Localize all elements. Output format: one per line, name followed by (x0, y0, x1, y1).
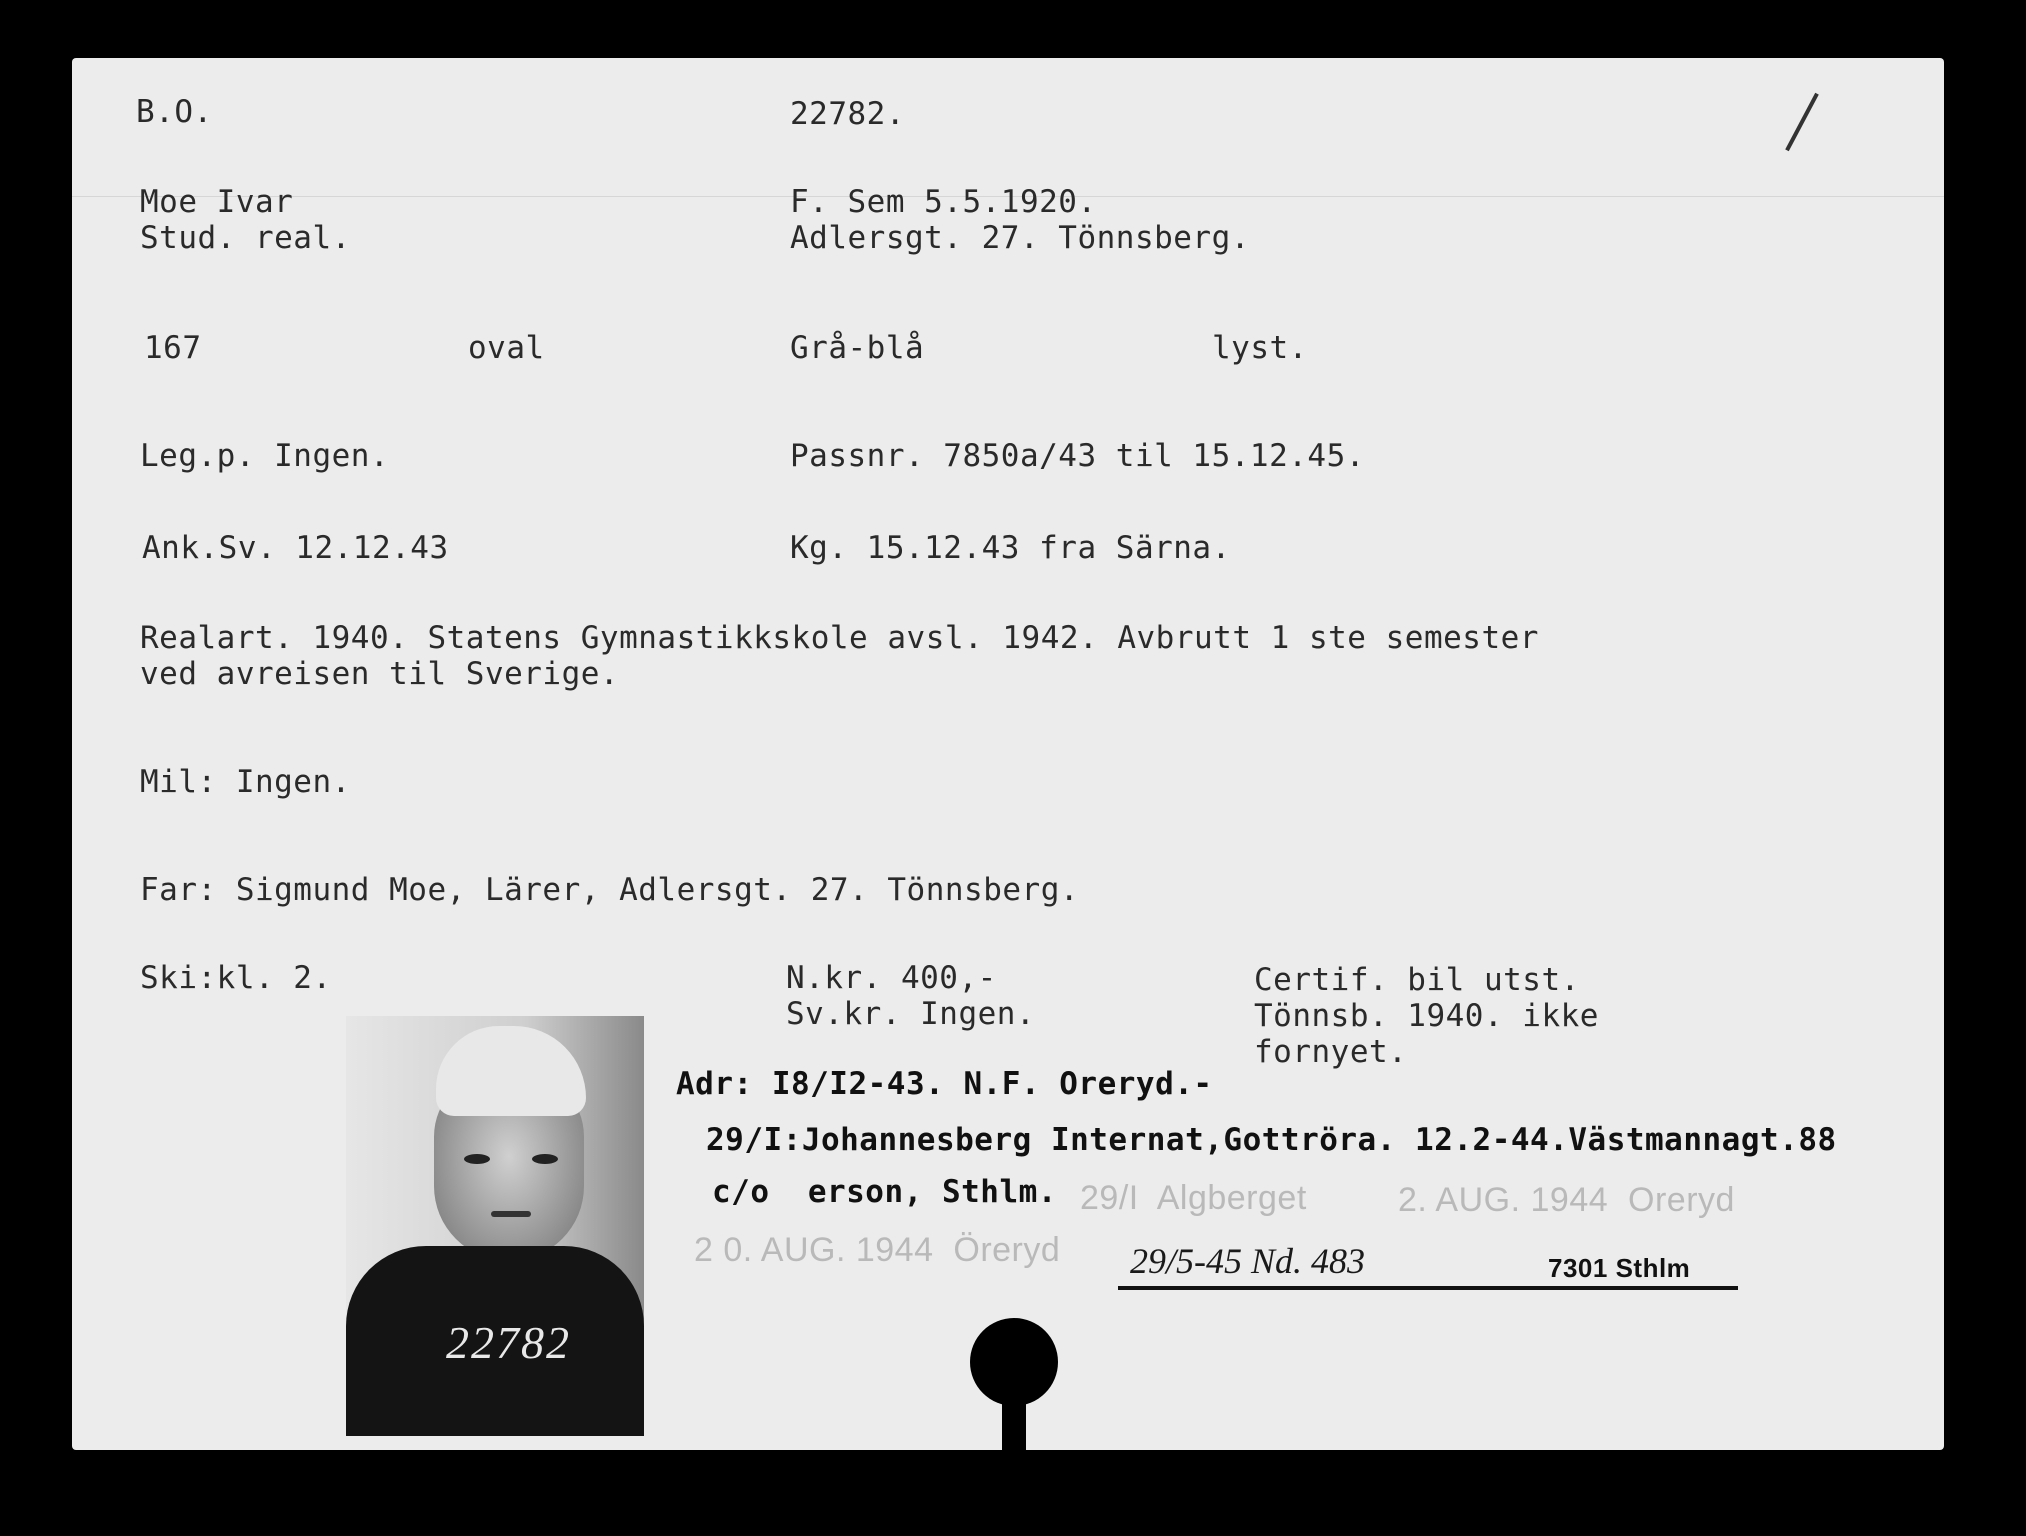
address-line-3: c/o erson, Sthlm. (712, 1174, 1057, 1210)
signature-entry: 29/5-45 Nd. 483 (1130, 1241, 1366, 1281)
legitimation-paper: Leg.p. Ingen. (140, 438, 390, 474)
signature-suffix: 7301 Sthlm (1548, 1253, 1691, 1283)
photo-number: 22782 (446, 1317, 571, 1368)
card-number: 22782. (790, 96, 905, 132)
father-info: Far: Sigmund Moe, Lärer, Adlersgt. 27. Tönnsberg. (140, 872, 1080, 908)
education-line-1: Realart. 1940. Statens Gymnastikkskole avsl. 1942. Avbrutt 1 ste semester (140, 620, 1539, 656)
certificate-line-1: Certif. bil utst. (1254, 962, 1580, 998)
height: 167 (144, 330, 202, 366)
stamp-aug-1944-a: 2. AUG. 1944 Oreryd (1398, 1181, 1735, 1219)
person-name: Moe Ivar (140, 184, 294, 220)
person-occupation: Stud. real. (140, 220, 351, 256)
portrait-photo (346, 1016, 644, 1436)
eye-color: Grå-blå (790, 330, 925, 366)
certificate-line-2: Tönnsb. 1940. ikke (1254, 998, 1599, 1034)
card-punch-slot (1002, 1390, 1026, 1452)
stamp-aug-1944-b: 2 0. AUG. 1944 Öreryd (694, 1231, 1061, 1269)
birth-info: F. Sem 5.5.1920. (790, 184, 1097, 220)
swedish-kroner: Sv.kr. Ingen. (786, 996, 1036, 1032)
address-line-2: 29/I:Johannesberg Internat,Gottröra. 12.2-44.Västmannagt.88 (706, 1122, 1837, 1158)
certificate-line-3: fornyet. (1254, 1034, 1408, 1070)
face-shape: oval (468, 330, 545, 366)
photo-left-eye (464, 1154, 490, 1164)
military-service: Mil: Ingen. (140, 764, 351, 800)
address-line-1: Adr: I8/I2-43. N.F. Oreryd.- (676, 1066, 1213, 1102)
education-line-2: ved avreisen til Sverige. (140, 656, 620, 692)
arrival-camp: Kg. 15.12.43 fra Särna. (790, 530, 1231, 566)
stamp-algberget: 29/I Algberget (1080, 1179, 1307, 1217)
hair-color: lyst. (1212, 330, 1308, 366)
photo-mouth (491, 1211, 531, 1217)
office-code: B.O. (136, 94, 213, 130)
passport-number: Passnr. 7850a/43 til 15.12.45. (790, 438, 1365, 474)
home-address: Adlersgt. 27. Tönnsberg. (790, 220, 1250, 256)
ski-level: Ski:kl. 2. (140, 960, 332, 996)
arrival-sweden: Ank.Sv. 12.12.43 (142, 530, 449, 566)
signature-underline (1118, 1286, 1738, 1290)
photo-right-eye (532, 1154, 558, 1164)
norwegian-kroner: N.kr. 400,- (786, 960, 997, 996)
